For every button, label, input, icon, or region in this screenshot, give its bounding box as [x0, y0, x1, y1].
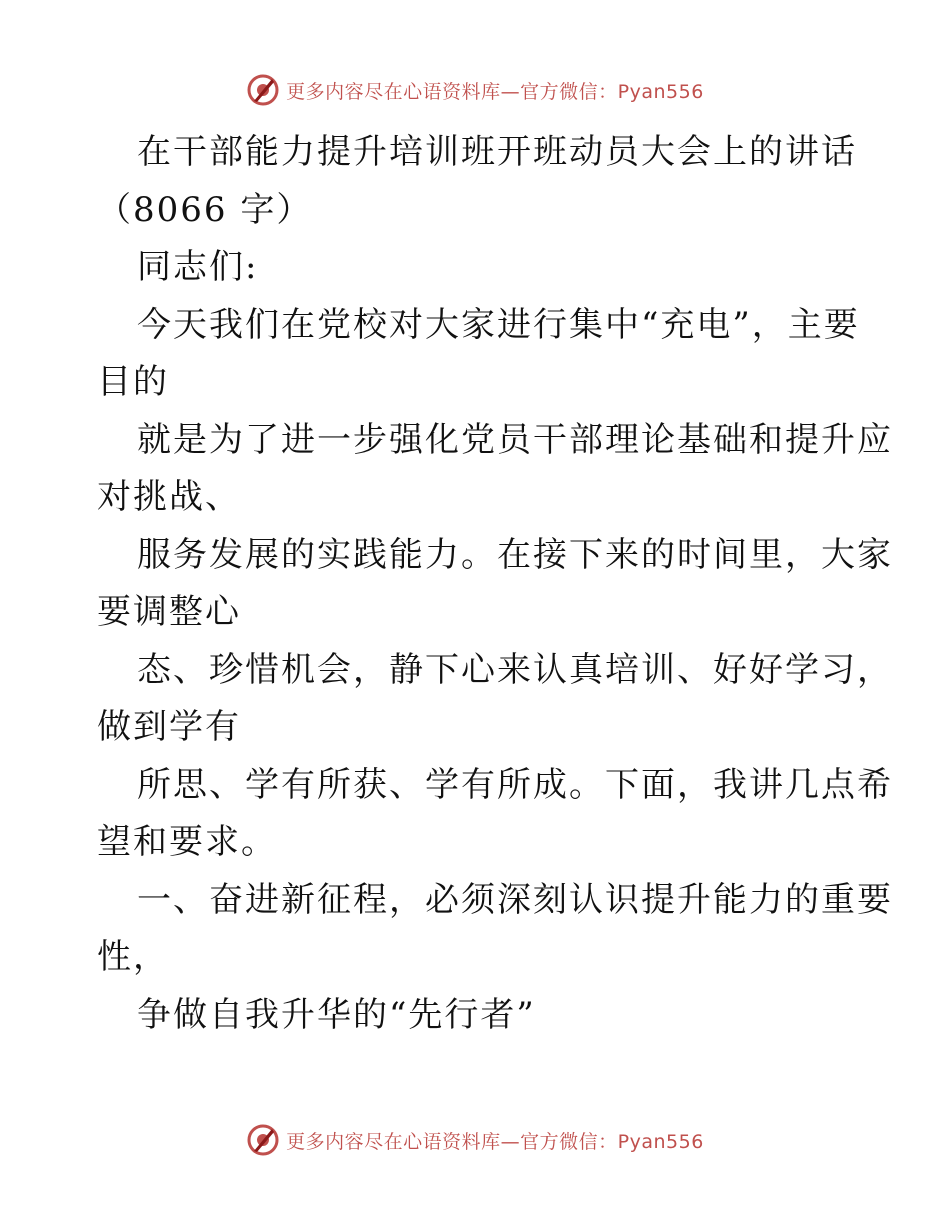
header-banner — [0, 70, 950, 110]
text-line: 服务发展的实践能力。在接下来的时间里，大家 — [137, 534, 893, 575]
text-line: 就是为了进一步强化党员干部理论基础和提升应 — [137, 419, 893, 460]
text-line: 望和要求。 — [97, 822, 277, 862]
text-line: （8066 字） — [97, 189, 313, 230]
text-line: 所思、学有所获、学有所成。下面，我讲几点希 — [137, 764, 893, 805]
text-line: 同志们: — [137, 247, 259, 287]
document-body — [97, 124, 893, 1044]
text-line: 目的 — [97, 362, 169, 402]
footer-banner — [0, 1120, 950, 1160]
text-line: 在干部能力提升培训班开班动员大会上的讲话 — [137, 132, 857, 172]
text-line: 性， — [97, 937, 169, 977]
text-line: 态、珍惜机会，静下心来认真培训、好好学习， — [137, 649, 893, 690]
quill-logo-icon — [246, 1123, 280, 1157]
text-line: 要调整心 — [97, 592, 241, 632]
footer-banner-text: 更多内容尽在心语资料库—官方微信：Pyan556 — [286, 1130, 704, 1153]
text-line: 今天我们在党校对大家进行集中“充电”，主要 — [137, 304, 860, 345]
text-line: 争做自我升华的“先行者” — [137, 994, 536, 1035]
text-line: 做到学有 — [97, 707, 241, 747]
text-line: 一、奋进新征程，必须深刻认识提升能力的重要 — [137, 879, 893, 920]
quill-logo-icon — [246, 73, 280, 107]
header-banner-text: 更多内容尽在心语资料库—官方微信：Pyan556 — [286, 80, 704, 103]
text-line: 对挑战、 — [97, 477, 241, 517]
